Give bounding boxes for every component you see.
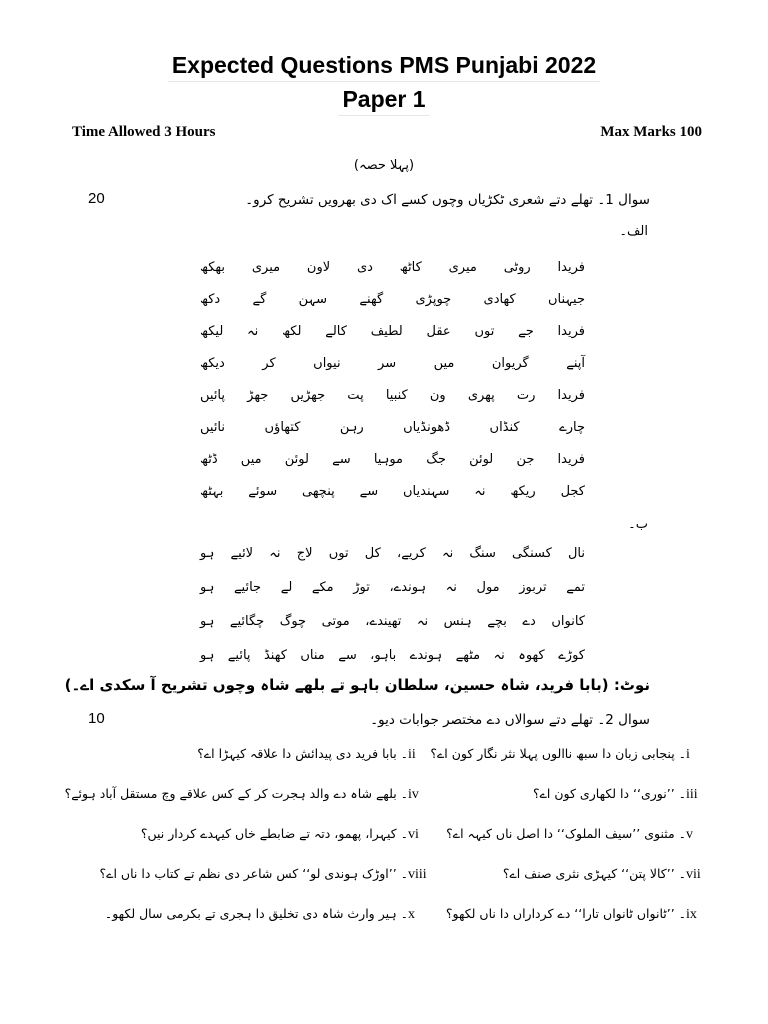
part-a-label: الف۔ [619,224,648,239]
item-number: ix [686,907,697,922]
verse-line: کانواں دے بچے ہنس نہ تھیندے، موتی چوگ چگائیے ہو [200,614,585,629]
short-question-item: iv۔ بلھے شاہ دے والد ہجرت کر کے کس علاقے وچ مستقل آباد ہوئے؟ [65,786,430,803]
short-question-item: ix۔ ’’ٹانواں ٹانواں تارا‘‘ دے کرداراں دا ناں لکھو؟ [446,906,708,923]
max-marks: Max Marks 100 [600,124,702,140]
time-allowed: Time Allowed 3 Hours [72,124,216,140]
verse-line: چارے کنڈاں ڈھونڈیاں رہن کتھاؤں نائیں [200,420,585,435]
short-question-item: ii۔ بابا فرید دی پیدائش دا علاقہ کیہڑا اے؟ [197,746,430,763]
paper-number-text: Paper 1 [338,86,429,116]
item-number: iv [408,787,419,802]
verse-line: فریدا روٹی میری کاٹھ دی لاون میری بھکھ [200,260,585,275]
item-text: مثنوی ’’سیف الملوک‘‘ دا اصل ناں کیہہ اے؟ [446,826,675,841]
page-title [0,52,768,82]
item-number: ii [408,747,416,762]
question-1-label: سوال 1۔ تھلے دتے شعری ٹکڑیاں وچوں کسے اک دی بھرویں تشریح کرو۔ [245,192,650,208]
question-2-label: سوال 2۔ تھلے دتے سوالاں دے مختصر جوابات دیو۔ [370,712,650,728]
item-number: v [686,827,693,842]
item-number: x [408,907,415,922]
short-question-item: viii۔ ’’اوڑک ہوندی لو‘‘ کس شاعر دی نظم تے کتاب دا ناں اے؟ [100,866,431,883]
part-b-label: ب۔ [628,517,648,532]
question-1-marks: 20 [88,190,105,207]
item-text: ’’نوری‘‘ دا لکھاری کون اے؟ [532,786,675,801]
short-question-item: i۔ پنجابی زبان دا سبھ ناالوں پہلا نثر نگار کون اے؟ [430,746,708,763]
verse-line: جیہناں کھادی چوپڑی گھنے سہن گے دکھ [200,292,585,307]
short-question-item: v۔ مثنوی ’’سیف الملوک‘‘ دا اصل ناں کیہہ اے؟ [446,826,708,843]
question-2-marks: 10 [88,710,105,727]
short-question-item: iii۔ ’’نوری‘‘ دا لکھاری کون اے؟ [533,786,708,803]
item-text: کیہرا، پھمو، دتہ تے ضابطے خاں کیہدے کردار نیں؟ [140,826,397,841]
verse-line: کجل ریکھ نہ سہندیاں سے پنچھی سوئے بہٹھ [200,484,585,499]
item-text: پنجابی زبان دا سبھ ناالوں پہلا نثر نگار کون اے؟ [430,746,675,761]
section-heading: (پہلا حصہ) [353,158,415,173]
item-number: i [686,747,690,762]
paper-number [0,86,768,116]
page-title-text: Expected Questions PMS Punjabi 2022 [168,52,600,82]
verse-line: نال کسنگی سنگ نہ کریے، کل توں لاج نہ لائیے ہو [200,546,585,561]
item-text: ’’اوڑک ہوندی لو‘‘ کس شاعر دی نظم تے کتاب دا ناں اے؟ [99,866,397,881]
verse-line: فریدا جے توں عقل لطیف کالے لکھ نہ لیکھ [200,324,585,339]
note-text: نوٹ: (بابا فرید، شاہ حسین، سلطان باہو تے بلھے شاہ وچوں تشریح آ سکدی اے۔) [64,676,650,694]
item-number: vi [408,827,419,842]
item-number: viii [408,867,427,882]
item-text: ہیر وارث شاہ دی تخلیق دا ہجری تے بکرمی سال لکھو۔ [104,906,397,921]
item-number: iii [686,787,698,802]
verse-line: تمے تربوز مول نہ ہوندے، توڑ مکے لے جائیے ہو [200,580,585,595]
short-question-item: vii۔ ’’کالا پتن‘‘ کیہڑی نثری صنف اے؟ [503,866,708,883]
verse-line: فریدا رت پھری ون کنبیا پت جھڑیں جھڑ پائیں [200,388,585,403]
verse-line: آپنے گریوان میں سر نیواں کر دیکھ [200,356,585,371]
item-text: بابا فرید دی پیدائش دا علاقہ کیہڑا اے؟ [197,746,397,761]
short-question-item: x۔ ہیر وارث شاہ دی تخلیق دا ہجری تے بکرمی سال لکھو۔ [105,906,430,923]
item-number: vii [686,867,701,882]
item-text: ’’کالا پتن‘‘ کیہڑی نثری صنف اے؟ [502,866,675,881]
verse-line: فریدا جن لوئن جگ موہیا سے لوئن میں ڈٹھ [200,452,585,467]
verse-line: کوڑے کھوہ نہ مٹھے ہوندے باہو، سے مناں کھنڈ پائیے ہو [200,648,585,663]
item-text: ’’ٹانواں ٹانواں تارا‘‘ دے کرداراں دا ناں لکھو؟ [445,906,675,921]
item-text: بلھے شاہ دے والد ہجرت کر کے کس علاقے وچ مستقل آباد ہوئے؟ [64,786,397,801]
short-question-item: vi۔ کیہرا، پھمو، دتہ تے ضابطے خاں کیہدے کردار نیں؟ [141,826,430,843]
